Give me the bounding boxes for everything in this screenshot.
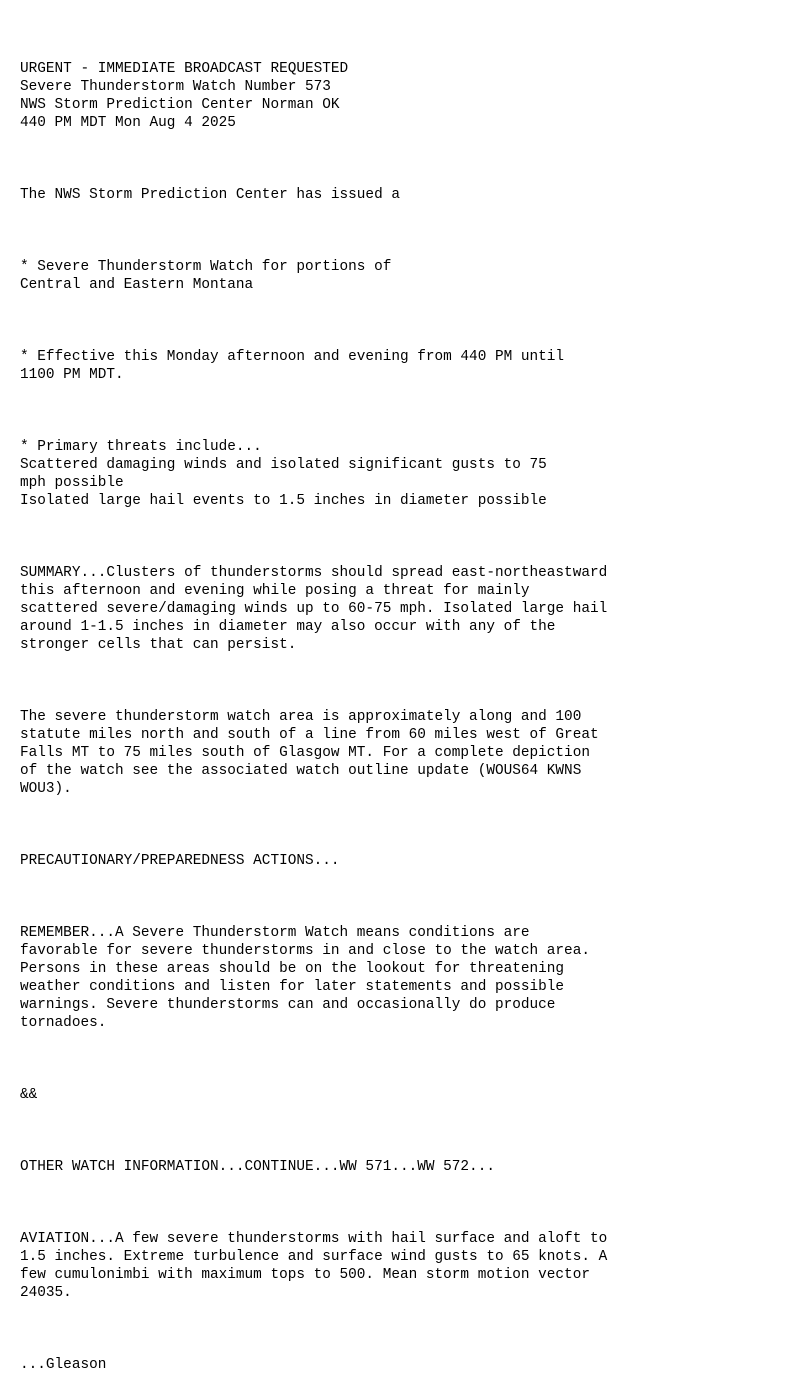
spacer bbox=[20, 150, 800, 168]
intro-block bbox=[20, 186, 800, 204]
remember-line: tornadoes. bbox=[20, 1015, 107, 1031]
separator-block bbox=[20, 1086, 800, 1104]
aviation-line: few cumulonimbi with maximum tops to 500. Mean storm motion vector bbox=[20, 1267, 590, 1283]
area-line: * Severe Thunderstorm Watch for portions of bbox=[20, 259, 392, 275]
effective-line: * Effective this Monday afternoon and evening from 440 PM until bbox=[20, 349, 565, 365]
remember-line: weather conditions and listen for later statements and possible bbox=[20, 979, 565, 995]
spacer bbox=[20, 888, 800, 906]
remember-line: Persons in these areas should be on the lookout for threatening bbox=[20, 961, 565, 977]
remember-line: warnings. Severe thunderstorms can and occasionally do produce bbox=[20, 997, 556, 1013]
signature-block bbox=[20, 1356, 800, 1374]
summary-line: this afternoon and evening while posing a threat for mainly bbox=[20, 583, 530, 599]
precautionary-heading: PRECAUTIONARY/PREPAREDNESS ACTIONS... bbox=[20, 853, 340, 869]
threats-line: mph possible bbox=[20, 475, 124, 491]
spacer bbox=[20, 222, 800, 240]
spacer bbox=[20, 1050, 800, 1068]
area-block bbox=[20, 258, 800, 294]
precautionary-block bbox=[20, 852, 800, 870]
broadcast-line: URGENT - IMMEDIATE BROADCAST REQUESTED bbox=[20, 61, 349, 77]
threats-line: * Primary threats include... bbox=[20, 439, 262, 455]
effective-line: 1100 PM MDT. bbox=[20, 367, 124, 383]
watch-area-line: The severe thunderstorm watch area is approximately along and 100 bbox=[20, 709, 582, 725]
threats-block bbox=[20, 438, 800, 510]
watch-title: Severe Thunderstorm Watch Number 573 bbox=[20, 79, 331, 95]
watch-area-line: statute miles north and south of a line from 60 miles west of Great bbox=[20, 727, 599, 743]
watch-area-line: WOU3). bbox=[20, 781, 72, 797]
summary-line: stronger cells that can persist. bbox=[20, 637, 297, 653]
remember-line: REMEMBER...A Severe Thunderstorm Watch means conditions are bbox=[20, 925, 530, 941]
spacer bbox=[20, 1320, 800, 1338]
intro-line: The NWS Storm Prediction Center has issued a bbox=[20, 187, 400, 203]
threats-line: Isolated large hail events to 1.5 inches in diameter possible bbox=[20, 493, 547, 509]
remember-block bbox=[20, 924, 800, 1032]
summary-line: around 1-1.5 inches in diameter may also occur with any of the bbox=[20, 619, 556, 635]
issuing-office: NWS Storm Prediction Center Norman OK bbox=[20, 97, 340, 113]
summary-block bbox=[20, 564, 800, 654]
spacer bbox=[20, 1194, 800, 1212]
aviation-line: 24035. bbox=[20, 1285, 72, 1301]
watch-area-line: Falls MT to 75 miles south of Glasgow MT. For a complete depiction bbox=[20, 745, 590, 761]
header-block bbox=[20, 60, 800, 132]
remember-line: favorable for severe thunderstorms in and close to the watch area. bbox=[20, 943, 590, 959]
spacer bbox=[20, 672, 800, 690]
watch-area-block bbox=[20, 708, 800, 798]
area-line: Central and Eastern Montana bbox=[20, 277, 254, 293]
effective-block bbox=[20, 348, 800, 384]
summary-line: SUMMARY...Clusters of thunderstorms should spread east-northeastward bbox=[20, 565, 608, 581]
spacer bbox=[20, 528, 800, 546]
forecaster-signature: ...Gleason bbox=[20, 1357, 107, 1373]
summary-line: scattered severe/damaging winds up to 60-75 mph. Isolated large hail bbox=[20, 601, 608, 617]
watch-area-line: of the watch see the associated watch outline update (WOUS64 KWNS bbox=[20, 763, 582, 779]
other-info-block bbox=[20, 1158, 800, 1176]
spacer bbox=[20, 402, 800, 420]
aviation-line: AVIATION...A few severe thunderstorms with hail surface and aloft to bbox=[20, 1231, 608, 1247]
spacer bbox=[20, 1122, 800, 1140]
separator: && bbox=[20, 1087, 38, 1103]
aviation-line: 1.5 inches. Extreme turbulence and surface wind gusts to 65 knots. A bbox=[20, 1249, 608, 1265]
aviation-block bbox=[20, 1230, 800, 1302]
other-info-line: OTHER WATCH INFORMATION...CONTINUE...WW 571...WW 572... bbox=[20, 1159, 495, 1175]
threats-line: Scattered damaging winds and isolated significant gusts to 75 bbox=[20, 457, 547, 473]
spacer bbox=[20, 312, 800, 330]
spacer bbox=[20, 816, 800, 834]
issue-time: 440 PM MDT Mon Aug 4 2025 bbox=[20, 115, 236, 131]
